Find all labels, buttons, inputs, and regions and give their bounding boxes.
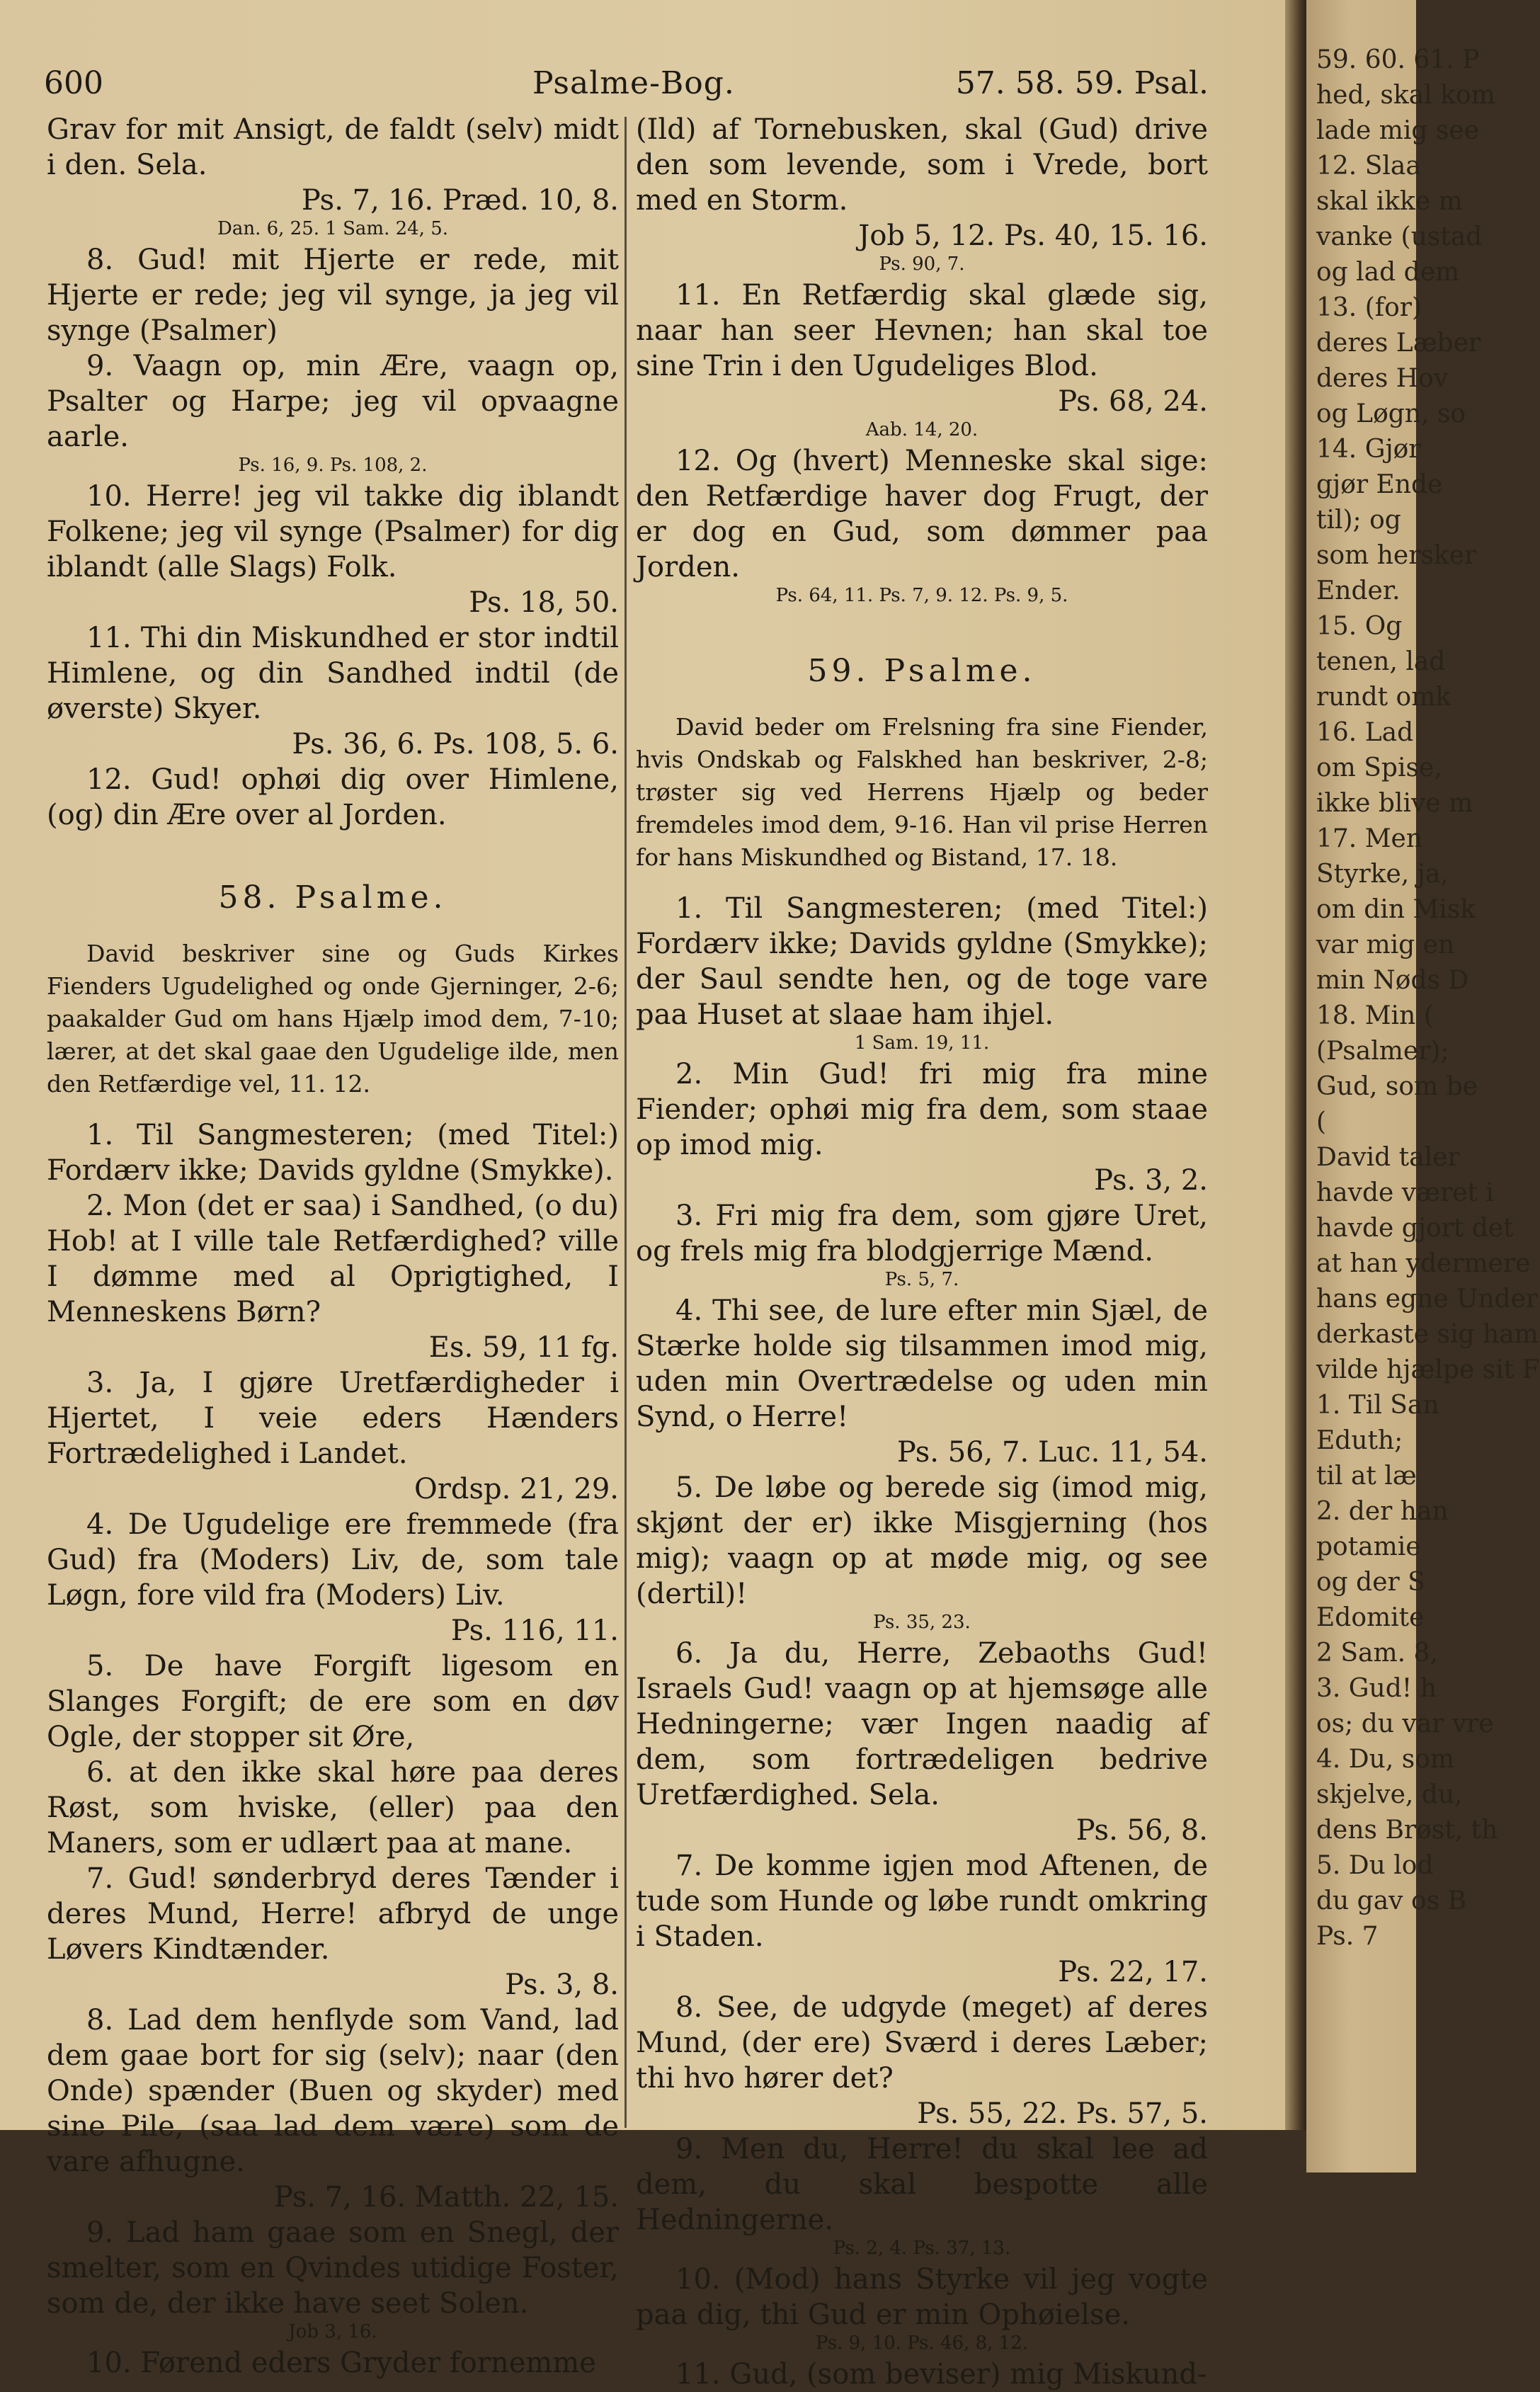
cross-reference: Ps. 7, 16. Præd. 10, 8. — [301, 184, 619, 217]
facing-page-fragment: vanke (ustad — [1316, 222, 1483, 251]
left-column — [47, 112, 619, 2381]
facing-page-fragment: 18. Min ( — [1316, 1001, 1434, 1030]
verse: 2. Mon (det er saa) i Sandhed, (o du) Hob! at I ville tale Retfærdighed? ville I dømme med al Oprigtighed, I Menneskens Børn? — [47, 1190, 619, 1328]
footnote-reference: Ps. 9, 10. Ps. 46, 8, 12. — [815, 2333, 1029, 2354]
page-header — [44, 62, 1209, 105]
psalm-heading: 59. Psalme. — [807, 653, 1037, 689]
facing-page-fragment: hans egne Under — [1316, 1285, 1539, 1314]
verse-continuation: Grav for mit Ansigt, de faldt (selv) midt i den. Sela. — [47, 113, 619, 181]
cross-reference: Ps. 36, 6. Ps. 108, 5. 6. — [292, 728, 619, 761]
verse: 12. Og (hvert) Menneske skal sige: den Retfærdige haver dog Frugt, der er dog en Gud, som dømmer paa Jorden. — [636, 445, 1208, 583]
verse: 1. Til Sangmesteren; (med Titel:) Fordærv ikke; Davids gyldne (Smykke); der Saul sendte hen, og de toge vare paa Huset at slaae ham ihjel. — [636, 892, 1208, 1031]
facing-page-fragment: deres Hov — [1316, 364, 1449, 393]
psalm-summary: David beder om Frelsning fra sine Fiender, hvis Ondskab og Falskhed han beskriver, 2-8; trøster sig ved Herrens Hjælp og beder fremdeles imod dem, 9-16. Han vil prise Herren for hans Miskundhed og Bistand, 17. 18. — [636, 713, 1208, 871]
cross-reference: Ps. 116, 11. — [450, 1614, 619, 1647]
verse: 3. Fri mig fra dem, som gjøre Uret, og frels mig fra blodgjerrige Mænd. — [636, 1200, 1208, 1268]
psalm-heading: 58. Psalme. — [218, 879, 447, 916]
verse: 4. Thi see, de lure efter min Sjæl, de Stærke holde sig tilsammen imod mig, uden min Overtrædelse og uden min Synd, o Herre! — [636, 1294, 1208, 1433]
facing-page-fragment: (Psalmer); — [1316, 1037, 1449, 1066]
facing-page-fragment: derkaste sig ham — [1316, 1320, 1539, 1349]
facing-page-fragment: og der S — [1316, 1568, 1425, 1597]
book-title: Psalme-Bog. — [532, 65, 735, 101]
facing-page-fragment: som hersker — [1316, 541, 1477, 570]
footnote-reference: Ps. 64, 11. Ps. 7, 9. 12. Ps. 9, 5. — [775, 585, 1068, 606]
verse-continuation: (Ild) af Tornebusken, skal (Gud) drive den som levende, som i Vrede, bort med en Storm. — [636, 113, 1208, 217]
facing-page-fragment: 2. der han — [1316, 1497, 1449, 1526]
facing-page-fragment: min Nøds D — [1316, 966, 1469, 995]
verse: 9. Vaagn op, min Ære, vaagn op, Psalter og Harpe; jeg vil opvaagne aarle. — [47, 350, 619, 453]
verse: 4. De Ugudelige ere fremmede (fra Gud) fra (Moders) Liv, de, som tale Løgn, fore vild fra (Moders) Liv. — [47, 1508, 619, 1612]
facing-page-fragment: om Spise, — [1316, 753, 1442, 782]
facing-page-fragment: vilde hjælpe sit F — [1316, 1355, 1540, 1384]
verse: 9. Lad ham gaae som en Snegl, der smelter, som en Qvindes utidige Foster, som de, der ikke have seet Solen. — [47, 2216, 619, 2320]
footnote-reference: Dan. 6, 25. 1 Sam. 24, 5. — [217, 218, 449, 239]
facing-page-fragment: til at læ — [1316, 1462, 1417, 1491]
facing-page-fragment: Eduth; — [1316, 1426, 1403, 1455]
cross-reference: Ps. 3, 8. — [505, 1969, 619, 2001]
verse: 6. at den ikke skal høre paa deres Røst, som hviske, (eller) paa den Maners, som er udlært paa at mane. — [47, 1756, 619, 1860]
verse: 1. Til Sangmesteren; (med Titel:) Fordærv ikke; Davids gyldne (Smykke). — [47, 1119, 619, 1187]
facing-page-fragment: 16. Lad — [1316, 718, 1414, 747]
verse: 10. Herre! jeg vil takke dig iblandt Folkene; jeg vil synge (Psalmer) for dig iblandt (alle Slags) Folk. — [47, 480, 619, 583]
facing-page-fragment: 12. Slaa — [1316, 152, 1421, 181]
verse: 3. Ja, I gjøre Uretfærdigheder i Hjertet, I veie eders Hænders Fortrædelighed i Landet. — [47, 1367, 619, 1470]
facing-page-fragment: Styrke, ja, — [1316, 860, 1449, 889]
cross-reference: Ps. 55, 22. Ps. 57, 5. — [917, 2097, 1208, 2130]
facing-page-fragment: 59. 60. 61. P — [1316, 45, 1480, 74]
facing-page-fragment: dens Brøst, th — [1316, 1816, 1498, 1845]
footnote-reference: Ps. 5, 7. — [884, 1269, 959, 1290]
facing-page-fragment: 4. Du, som — [1316, 1745, 1455, 1774]
verse: 10. Førend eders Gryder fornemme — [86, 2347, 596, 2379]
verse: 11. Thi din Miskundhed er stor indtil Himlene, og din Sandhed indtil (de øverste) Skyer. — [47, 622, 619, 725]
facing-page-fragment: ( — [1316, 1107, 1327, 1137]
facing-page-fragment: 13. (for) — [1316, 293, 1422, 322]
facing-page-fragment: var mig en — [1316, 930, 1455, 959]
verse: 8. Gud! mit Hjerte er rede, mit Hjerte er rede; jeg vil synge, ja jeg vil synge (Psalmer) — [47, 244, 619, 347]
facing-page-fragment: om din Misk — [1316, 895, 1476, 924]
verse: 6. Ja du, Herre, Zebaoths Gud! Israels Gud! vaagn op at hjemsøge alle Hedningerne; vær Ingen naadig af dem, som fortrædeligen bedrive Uretfærdighed. Sela. — [636, 1637, 1208, 1811]
facing-page-fragment: Edomite — [1316, 1603, 1425, 1632]
column-divider — [624, 117, 627, 2128]
verse: 12. Gud! ophøi dig over Himlene, (og) din Ære over al Jorden. — [47, 763, 619, 831]
facing-page-edge — [1306, 0, 1540, 2172]
facing-page-fragment: tenen, lad — [1316, 647, 1446, 676]
book-gutter — [1285, 0, 1306, 2130]
facing-page-fragment: havde været i — [1316, 1178, 1494, 1207]
footnote-reference: Ps. 2, 4. Ps. 37, 13. — [833, 2238, 1011, 2259]
facing-page-fragment: skal ikke m — [1316, 187, 1463, 216]
footnote-reference: 1 Sam. 19, 11. — [854, 1032, 990, 1054]
verse: 2. Min Gud! fri mig fra mine Fiender; ophøi mig fra dem, som staae op imod mig. — [636, 1058, 1208, 1161]
verse: 5. De løbe og berede sig (imod mig, skjønt der er) ikke Misgjerning (hos mig); vaagn op at møde mig, og see (dertil)! — [636, 1471, 1208, 1610]
psalm-summary: David beskriver sine og Guds Kirkes Fienders Ugudelighed og onde Gjerninger, 2-6; paakalder Gud om hans Hjælp imod dem, 7-10; lærer, at det skal gaae den Ugudelige ilde, men den Retfærdige vel, 11. 12. — [47, 940, 619, 1098]
footnote-reference: Aab. 14, 20. — [865, 419, 979, 440]
page-number: 600 — [44, 65, 103, 101]
verse: 7. De komme igjen mod Aftenen, de tude som Hunde og løbe rundt omkring i Staden. — [636, 1850, 1208, 1953]
cross-reference: Ps. 3, 2. — [1094, 1164, 1208, 1197]
facing-page-fragment: 1. Til San — [1316, 1391, 1439, 1420]
facing-page-fragment: ikke blive m — [1316, 789, 1473, 818]
facing-page-fragment: 14. Gjør — [1316, 435, 1421, 464]
cross-reference: Ps. 22, 17. — [1058, 1956, 1208, 1988]
footnote-reference: Job 3, 16. — [288, 2321, 377, 2342]
facing-page-fragment: at han ydermere — [1316, 1249, 1531, 1278]
verse: 8. Lad dem henflyde som Vand, lad dem gaae bort for sig (selv); naar (den Onde) spænder (Buen og skyder) med sine Pile, (saa lad dem være) som de vare afhugne. — [47, 2004, 619, 2178]
facing-page-fragment: hed, skal kom — [1316, 81, 1495, 110]
facing-page-fragment: David taler — [1316, 1143, 1460, 1172]
footnote-reference: Ps. 90, 7. — [879, 254, 965, 275]
facing-page-fragment: 17. Men — [1316, 824, 1423, 853]
cross-reference: Ordsp. 21, 29. — [413, 1473, 619, 1505]
cross-reference: Es. 59, 11 fg. — [428, 1331, 619, 1364]
cross-reference: Ps. 68, 24. — [1058, 385, 1208, 418]
cross-reference: Ps. 7, 16. Matth. 22, 15. — [273, 2181, 619, 2214]
facing-page-fragment: Gud, som be — [1316, 1072, 1478, 1101]
facing-page-fragment: Ender. — [1316, 576, 1401, 605]
verse: 10. (Mod) hans Styrke vil jeg vogte paa dig, thi Gud er min Ophøielse. — [636, 2263, 1208, 2331]
right-column — [636, 112, 1208, 2392]
footnote-reference: Ps. 35, 23. — [873, 1612, 971, 1633]
facing-page-fragment: 5. Du lod — [1316, 1851, 1434, 1880]
footnote-reference: Ps. 16, 9. Ps. 108, 2. — [238, 455, 428, 476]
facing-page-fragment: rundt omk — [1316, 683, 1451, 712]
facing-page-fragment: os; du var vre — [1316, 1709, 1494, 1738]
facing-page-fragment: og Løgn, so — [1316, 399, 1466, 428]
cross-reference: Ps. 56, 8. — [1076, 1814, 1208, 1847]
facing-page-fragment: potamie — [1316, 1532, 1421, 1561]
facing-page-fragment: du gav os B — [1316, 1886, 1467, 1915]
verse: 11. En Retfærdig skal glæde sig, naar han seer Hevnen; han skal toe sine Trin i den Ugudeliges Blod. — [636, 279, 1208, 382]
cross-reference: Job 5, 12. Ps. 40, 15. 16. — [858, 220, 1208, 252]
facing-page-fragment: lade mig see — [1316, 116, 1479, 145]
facing-page-fragment: skjelve, du, — [1316, 1780, 1463, 1809]
facing-page-fragment: 2 Sam. 8, — [1316, 1639, 1438, 1668]
facing-page-fragment: gjør Ende — [1316, 470, 1443, 499]
verse: 7. Gud! sønderbryd deres Tænder i deres Mund, Herre! afbryd de unge Løvers Kindtænder. — [47, 1862, 619, 1966]
facing-page-fragment: og lad dem — [1316, 258, 1460, 287]
cross-reference: Ps. 18, 50. — [469, 586, 619, 619]
verse: 11. Gud, (som beviser) mig Miskund- — [675, 2358, 1207, 2391]
cross-reference: Ps. 56, 7. Luc. 11, 54. — [896, 1436, 1208, 1469]
verse: 9. Men du, Herre! du skal lee ad dem, du skal bespotte alle Hedningerne. — [636, 2133, 1208, 2236]
verse: 8. See, de udgyde (meget) af deres Mund, (der ere) Sværd i deres Læber; thi hvo hører det? — [636, 1991, 1208, 2095]
facing-page-fragment: 15. Og — [1316, 612, 1403, 641]
facing-page-fragment: Ps. 7 — [1316, 1922, 1379, 1951]
facing-page-fragment: havde gjort det — [1316, 1214, 1514, 1243]
running-head: 57. 58. 59. Psal. — [955, 65, 1209, 101]
facing-page-fragment: til); og — [1316, 506, 1401, 535]
verse: 5. De have Forgift ligesom en Slanges Forgift; de ere som en døv Ogle, der stopper sit Øre, — [47, 1650, 619, 1753]
facing-page-fragment: 3. Gud! h — [1316, 1674, 1437, 1703]
facing-page-fragment: deres Læber — [1316, 329, 1481, 358]
